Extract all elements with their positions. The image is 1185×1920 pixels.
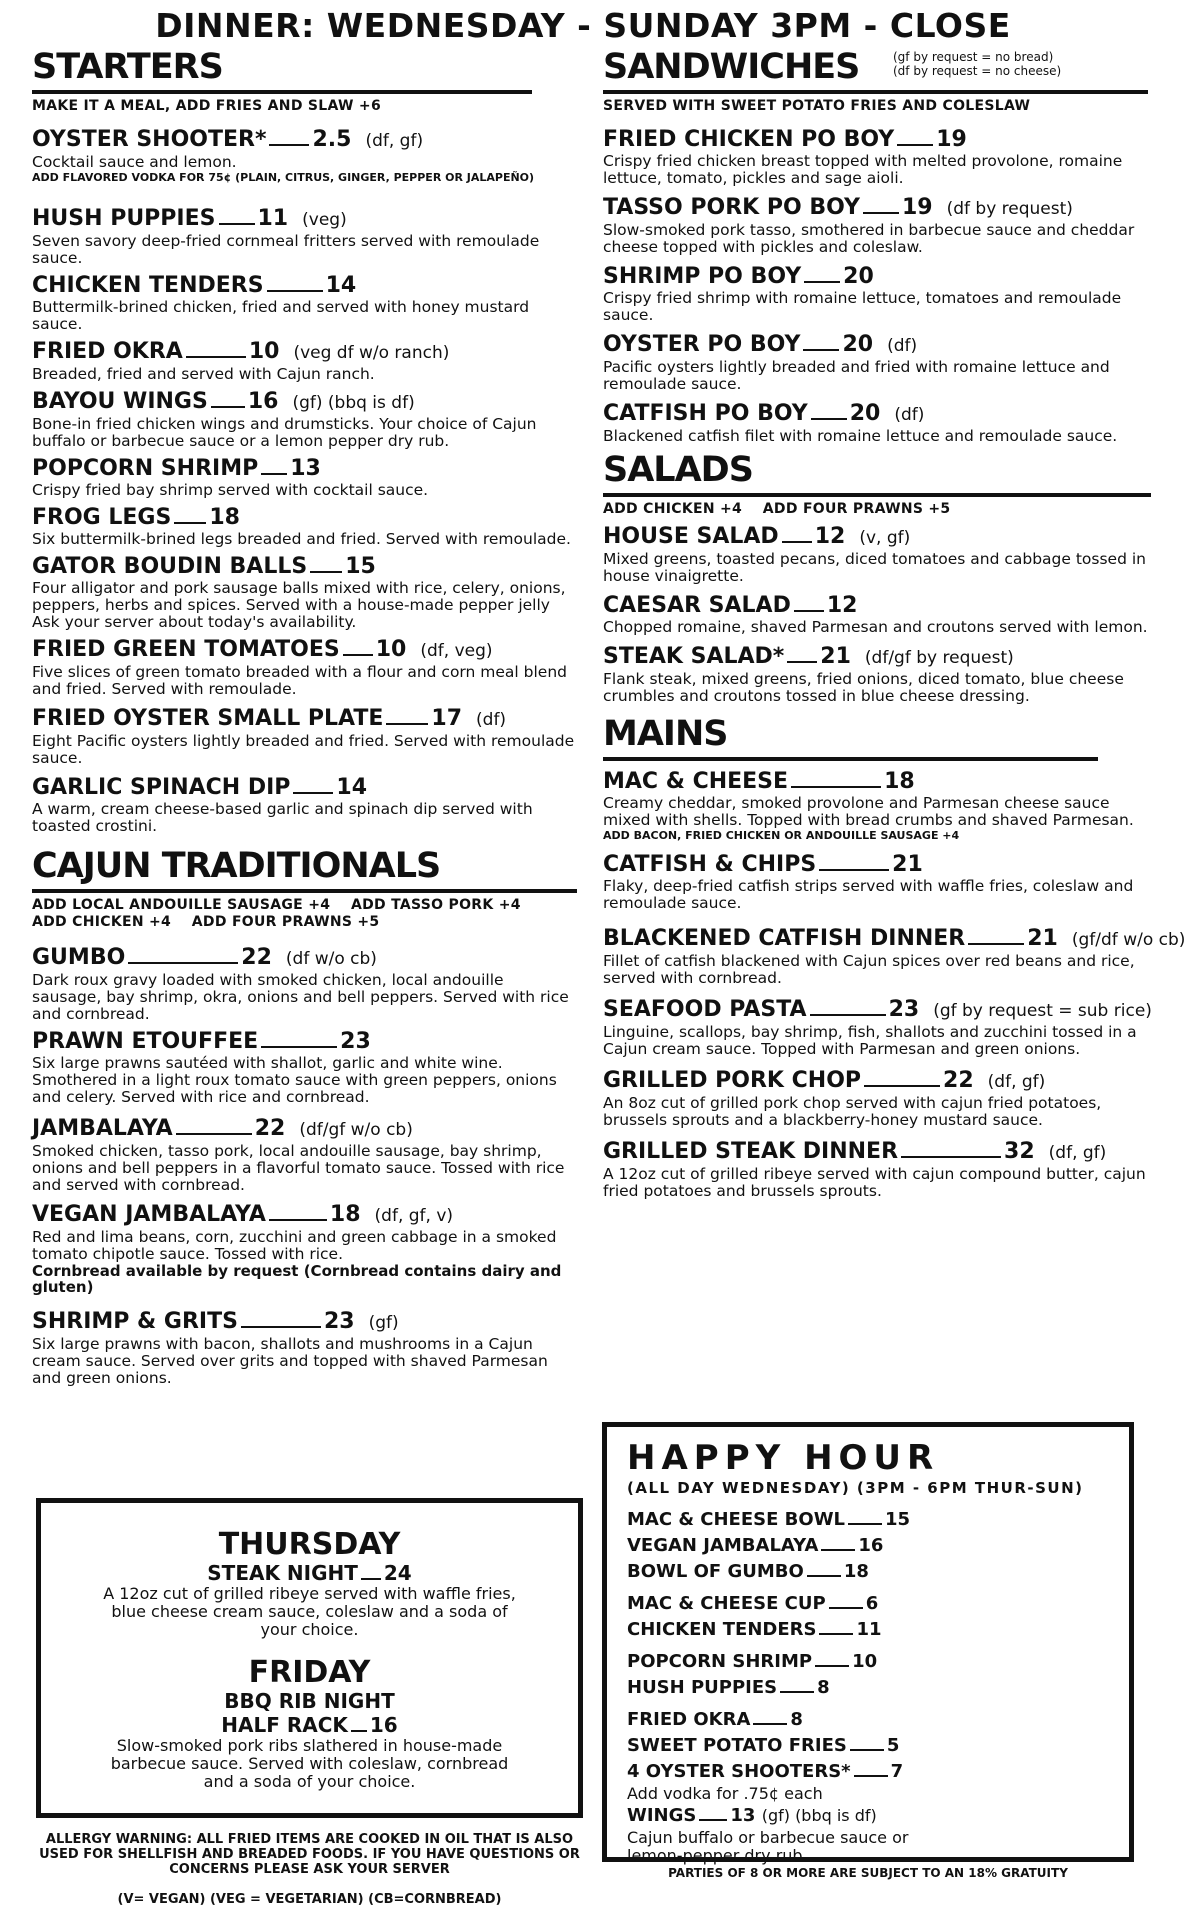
sandwiches-heading: SANDWICHES	[603, 47, 860, 87]
menu-item	[603, 524, 1151, 585]
happy-hour-item	[627, 1559, 1109, 1585]
menu-item-header	[32, 637, 577, 664]
menu-item-header	[603, 332, 1151, 359]
happy-item-name: CHICKEN TENDERS	[627, 1619, 817, 1640]
sandwiches-rule	[603, 90, 1148, 94]
menu-item-extra: ADD BACON, FRIED CHICKEN OR ANDOUILLE SAUSAGE +4	[603, 829, 960, 842]
friday-sub-label: HALF RACK	[221, 1713, 348, 1737]
menu-item-price: 20	[842, 332, 874, 357]
menu-item-price: 32	[1004, 1139, 1035, 1164]
menu-item-header	[32, 1116, 577, 1143]
happy-hour-sub: (ALL DAY WEDNESDAY) (3PM - 6PM THUR-SUN)	[627, 1479, 1084, 1497]
menu-item	[32, 637, 577, 698]
thursday-special-name: STEAK NIGHT	[207, 1561, 358, 1585]
dots	[850, 1749, 884, 1751]
menu-item-name: BLACKENED CATFISH DINNER	[603, 926, 966, 951]
dots	[901, 1156, 1001, 1158]
dots	[780, 1691, 814, 1693]
dots	[176, 1133, 252, 1135]
menu-item-price: 23	[888, 997, 920, 1022]
menu-item-name: CHICKEN TENDERS	[32, 273, 264, 298]
dots	[351, 1730, 367, 1732]
dots	[186, 356, 246, 358]
menu-item-header	[32, 706, 577, 733]
menu-item-desc: Six buttermilk-brined legs breaded and fried. Served with remoulade.	[32, 530, 571, 548]
sandwiches-note	[893, 50, 1061, 78]
menu-item-header	[603, 926, 1185, 953]
friday-name: BBQ RIB NIGHT	[224, 1689, 395, 1713]
menu-item-desc: Cocktail sauce and lemon.	[32, 153, 237, 171]
menu-item-name: FRIED CHICKEN PO BOY	[603, 127, 895, 152]
menu-item-note: (df)	[887, 336, 918, 356]
menu-item-note: (df, veg)	[420, 641, 493, 661]
happy-wings-note: (gf) (bbq is df)	[761, 1806, 877, 1825]
cajun-list	[32, 945, 577, 1387]
menu-item	[603, 769, 1151, 842]
dots	[848, 1523, 882, 1525]
menu-item-header	[32, 554, 577, 580]
dots	[791, 786, 881, 788]
menu-item-desc: Red and lima beans, corn, zucchini and green cabbage in a smoked tomato chipotle sauce. Tossed with rice.	[32, 1228, 557, 1263]
gratuity-note: PARTIES OF 8 OR MORE ARE SUBJECT TO AN 18% GRATUITY	[668, 1866, 1068, 1880]
dots	[803, 349, 839, 351]
menu-item-name: SHRIMP & GRITS	[32, 1309, 238, 1334]
menu-item	[603, 593, 1151, 636]
happy-item-name: VEGAN JAMBALAYA	[627, 1535, 819, 1556]
menu-item	[603, 926, 1185, 987]
menu-item-desc: Buttermilk-brined chicken, fried and served with honey mustard sauce.	[32, 298, 530, 333]
menu-item-price: 15	[345, 554, 376, 579]
menu-item-desc: Flank steak, mixed greens, fried onions, diced tomato, blue cheese crumbles and croutons tossed in blue cheese dressing.	[603, 670, 1124, 705]
happy-item-name: HUSH PUPPIES	[627, 1677, 778, 1698]
menu-item-header	[603, 769, 1151, 795]
menu-item-price: 2.5	[312, 127, 352, 152]
menu-item-header	[32, 775, 577, 801]
menu-item-price: 11	[257, 206, 289, 231]
dots	[174, 522, 206, 524]
menu-item	[32, 127, 577, 184]
dots	[968, 943, 1024, 945]
menu-item-header	[603, 644, 1151, 671]
menu-item-header	[32, 127, 577, 154]
starters-sub: MAKE IT A MEAL, ADD FRIES AND SLAW +6	[32, 98, 382, 114]
happy-item-price: 10	[852, 1651, 878, 1672]
thursday-name	[41, 1561, 578, 1585]
menu-item	[32, 505, 577, 548]
menu-item-note: (df, gf, v)	[374, 1206, 454, 1226]
menu-item-bold-note: Cornbread available by request (Cornbread contains dairy and gluten)	[32, 1262, 562, 1296]
dots	[794, 610, 824, 612]
menu-item-note: (df)	[894, 405, 925, 425]
menu-item-price: 19	[936, 127, 967, 152]
menu-item-note: (gf by request = sub rice)	[933, 1001, 1152, 1021]
menu-item-header	[603, 127, 1151, 153]
friday-heading: FRIDAY	[248, 1655, 371, 1690]
menu-item	[32, 273, 577, 333]
menu-item-price: 13	[290, 456, 321, 481]
thursday-price: 24	[383, 1561, 412, 1585]
menu-item	[603, 401, 1151, 445]
menu-item	[32, 1029, 577, 1106]
menu-item-price: 18	[884, 769, 915, 794]
menu-item-note: (df by request)	[946, 199, 1073, 219]
menu-item-note: (df w/o cb)	[285, 949, 377, 969]
menu-item-name: GATOR BOUDIN BALLS	[32, 554, 308, 579]
happy-item-name: BOWL OF GUMBO	[627, 1561, 804, 1582]
page-title: DINNER: WEDNESDAY - SUNDAY 3PM - CLOSE	[155, 6, 1011, 45]
menu-item-price: 22	[943, 1068, 974, 1093]
happy-hour-item	[627, 1649, 1109, 1675]
menu-item-header	[603, 264, 1151, 290]
menu-item	[32, 554, 577, 631]
allergy-warning: ALLERGY WARNING: ALL FRIED ITEMS ARE COOKED IN OIL THAT IS ALSO USED FOR SHELLFISH AND BREADED FOODS. IF YOU HAVE QUESTIONS OR CONCERNS PLEASE ASK YOUR SERVER	[39, 1832, 580, 1877]
menu-item-name: HOUSE SALAD	[603, 524, 779, 549]
menu-item-desc: Crispy fried chicken breast topped with melted provolone, romaine lettuce, tomato, pickles and sage aioli.	[603, 152, 1123, 187]
menu-item-price: 20	[849, 401, 881, 426]
cajun-sub1: ADD LOCAL ANDOUILLE SAUSAGE +4 ADD TASSO PORK +4	[32, 897, 521, 913]
happy-item-name: POPCORN SHRIMP	[627, 1651, 813, 1672]
menu-item-name: OYSTER PO BOY	[603, 332, 801, 357]
menu-item-header	[603, 1068, 1151, 1095]
happy-item-name: FRIED OKRA	[627, 1709, 751, 1730]
dots	[854, 1775, 888, 1777]
menu-item-price: 17	[431, 706, 463, 731]
specials-box	[36, 1498, 583, 1818]
menu-item-price: 12	[826, 593, 858, 618]
cajun-rule	[32, 889, 577, 893]
starters-rule	[32, 90, 532, 94]
happy-item-name: MAC & CHEESE CUP	[627, 1593, 826, 1614]
menu-item-note: (df, gf)	[1048, 1143, 1107, 1163]
menu-item-name: BAYOU WINGS	[32, 389, 208, 414]
sandwiches-list	[603, 127, 1151, 445]
menu-item-desc: A 12oz cut of grilled ribeye served with cajun compound butter, cajun fried potatoes and brussels sprouts.	[603, 1165, 1146, 1200]
happy-hour-item	[627, 1507, 1109, 1533]
menu-item-desc: Six large prawns with bacon, shallots and mushrooms in a Cajun cream sauce. Served over grits and topped with shaved Parmesan and green onions.	[32, 1335, 548, 1387]
dots	[343, 654, 373, 656]
dots	[128, 962, 238, 964]
dots	[699, 1819, 727, 1821]
menu-item-price: 14	[336, 775, 368, 800]
dots	[821, 1549, 855, 1551]
menu-item-header	[32, 1202, 577, 1229]
menu-item-name: GRILLED PORK CHOP	[603, 1068, 862, 1093]
happy-item-price: 6	[865, 1593, 879, 1614]
menu-item-desc: Fillet of catfish blackened with Cajun spices over red beans and rice, served with cornbread.	[603, 952, 1135, 987]
happy-item-price: 8	[790, 1709, 803, 1730]
menu-item-header	[32, 505, 577, 531]
happy-wings	[627, 1803, 1109, 1829]
dots	[811, 418, 847, 420]
menu-item-header	[603, 401, 1151, 428]
menu-item	[603, 1139, 1151, 1200]
menu-item-name: SEAFOOD PASTA	[603, 997, 807, 1022]
salads-list	[603, 524, 1151, 705]
dots	[219, 223, 255, 225]
mains-rule	[603, 757, 1098, 761]
cajun-sub2: ADD CHICKEN +4 ADD FOUR PRAWNS +5	[32, 914, 380, 930]
menu-item-desc: Crispy fried bay shrimp served with cocktail sauce.	[32, 481, 429, 499]
menu-item-desc-2: Ask your server about today's availability.	[32, 613, 357, 631]
menu-item-header	[32, 945, 577, 972]
dots	[293, 792, 333, 794]
menu-item-desc: Pacific oysters lightly breaded and fried with romaine lettuce and remoulade sauce.	[603, 358, 1110, 393]
menu-item-name: HUSH PUPPIES	[32, 206, 216, 231]
dots	[269, 144, 309, 146]
menu-item-name: GARLIC SPINACH DIP	[32, 775, 291, 800]
menu-item-desc: Dark roux gravy loaded with smoked chicken, local andouille sausage, bay shrimp, okra, onions and bell peppers. Served with rice and cornbread.	[32, 971, 569, 1023]
happy-item-price: 5	[886, 1735, 900, 1756]
menu-item	[32, 456, 577, 499]
friday-sub	[41, 1713, 578, 1737]
menu-item-name: STEAK SALAD*	[603, 644, 785, 669]
menu-item-name: TASSO PORK PO BOY	[603, 195, 860, 220]
menu-item-header	[32, 206, 577, 233]
dots	[810, 1014, 886, 1016]
sandwiches-note-1: (gf by request = no bread)	[893, 50, 1054, 64]
mains-heading: MAINS	[603, 714, 728, 754]
menu-item-price: 23	[340, 1029, 371, 1054]
menu-item-price: 10	[248, 339, 280, 364]
menu-item-note: (gf)	[368, 1313, 399, 1333]
menu-item-note: (gf/df w/o cb)	[1071, 930, 1185, 950]
menu-item-price: 22	[241, 945, 272, 970]
menu-item	[32, 389, 577, 450]
dots	[261, 1046, 337, 1048]
menu-item-note: (df, gf)	[987, 1072, 1046, 1092]
menu-item	[32, 706, 577, 767]
menu-item-desc: A warm, cream cheese-based garlic and spinach dip served with toasted crostini.	[32, 800, 533, 835]
dots	[819, 1633, 853, 1635]
salads-rule	[603, 493, 1151, 497]
menu-item-price: 22	[254, 1116, 286, 1141]
menu-item-price: 23	[323, 1309, 355, 1334]
menu-item-desc: Blackened catfish filet with romaine lettuce and remoulade sauce.	[603, 427, 1118, 445]
happy-hour-item	[627, 1707, 1109, 1733]
happy-list	[627, 1507, 1109, 1785]
starters-heading: STARTERS	[32, 47, 223, 87]
dots	[819, 869, 889, 871]
menu-item-desc: Seven savory deep-fried cornmeal fritters served with remoulade sauce.	[32, 232, 540, 267]
dots	[782, 541, 812, 543]
happy-item-name: 4 OYSTER SHOOTERS*	[627, 1761, 851, 1782]
menu-item-header	[32, 389, 577, 416]
menu-item-desc: Crispy fried shrimp with romaine lettuce, tomatoes and remoulade sauce.	[603, 289, 1122, 324]
menu-item	[32, 1309, 577, 1387]
happy-wings-price: 13	[730, 1805, 756, 1826]
menu-item-desc: Creamy cheddar, smoked provolone and Parmesan cheese sauce mixed with shells. Topped with bread crumbs and shaved Parmesan.	[603, 794, 1134, 829]
dots	[267, 290, 323, 292]
menu-item	[603, 332, 1151, 393]
menu-item-name: CATFISH PO BOY	[603, 401, 808, 426]
dots	[211, 406, 245, 408]
menu-item-name: JAMBALAYA	[32, 1116, 173, 1141]
happy-hour-box	[602, 1422, 1134, 1865]
dots	[310, 571, 342, 573]
menu-item-name: MAC & CHEESE	[603, 769, 789, 794]
menu-item	[603, 1068, 1151, 1129]
menu-item-price: 12	[814, 524, 846, 549]
menu-item-header	[32, 456, 577, 482]
dots	[864, 1085, 940, 1087]
menu-item-name: FRIED OYSTER SMALL PLATE	[32, 706, 384, 731]
menu-item-header	[32, 273, 577, 299]
menu-item-desc: Slow-smoked pork tasso, smothered in barbecue sauce and cheddar cheese topped with pickles and coleslaw.	[603, 221, 1135, 256]
happy-wings-name: WINGS	[627, 1805, 697, 1826]
menu-item-price: 18	[329, 1202, 361, 1227]
dots	[815, 1665, 849, 1667]
mains-list	[603, 769, 1185, 1200]
menu-item-header	[603, 997, 1151, 1024]
menu-item-price: 14	[325, 273, 357, 298]
dots	[361, 1578, 381, 1580]
dots	[269, 1219, 327, 1221]
dots	[261, 473, 287, 475]
menu-item-desc: Eight Pacific oysters lightly breaded and fried. Served with remoulade sauce.	[32, 732, 575, 767]
menu-item-desc: Breaded, fried and served with Cajun ranch.	[32, 365, 375, 383]
menu-item	[32, 945, 577, 1023]
menu-item-price: 21	[1027, 926, 1058, 951]
menu-item-header	[603, 852, 1151, 878]
menu-item	[603, 997, 1151, 1058]
happy-item-price: 7	[890, 1761, 904, 1782]
menu-item-name: FRIED OKRA	[32, 339, 183, 364]
happy-item-price: 8	[817, 1677, 830, 1698]
menu-item-desc: Flaky, deep-fried catfish strips served with waffle fries, coleslaw and remoulade sauce.	[603, 877, 1134, 912]
happy-hour-item	[627, 1617, 1109, 1643]
menu-item-desc: Linguine, scallops, bay shrimp, fish, shallots and zucchini tossed in a Cajun cream sauce. Topped with Parmesan and green onions.	[603, 1023, 1137, 1058]
happy-item-price: 15	[885, 1509, 911, 1530]
menu-item-price: 21	[820, 644, 851, 669]
menu-item	[603, 127, 1151, 187]
dots	[863, 212, 899, 214]
sandwiches-note-2: (df by request = no cheese)	[893, 64, 1062, 78]
menu-item-header	[32, 1029, 577, 1055]
menu-item-name: CAESAR SALAD	[603, 593, 791, 618]
menu-item	[32, 775, 577, 835]
sandwiches-sub: SERVED WITH SWEET POTATO FRIES AND COLESLAW	[603, 98, 1031, 114]
happy-hour-item	[627, 1591, 1109, 1617]
salads-heading: SALADS	[603, 450, 753, 490]
happy-item-price: 18	[843, 1561, 869, 1582]
dots	[807, 1575, 841, 1577]
menu-item-desc: Chopped romaine, shaved Parmesan and croutons served with lemon.	[603, 618, 1148, 636]
dots	[804, 281, 840, 283]
menu-item-name: FROG LEGS	[32, 505, 172, 530]
menu-item-header	[603, 1139, 1151, 1166]
menu-item-name: OYSTER SHOOTER*	[32, 127, 267, 152]
left-column	[32, 46, 577, 1387]
menu-item	[603, 195, 1151, 256]
menu-item-price: 21	[892, 852, 923, 877]
menu-item-desc: Six large prawns sautéed with shallot, garlic and white wine. Smothered in a light roux tomato sauce with green peppers, onions and celery. Served with rice and cornbread.	[32, 1054, 557, 1106]
happy-item-price: 16	[858, 1535, 884, 1556]
friday-price: 16	[369, 1713, 398, 1737]
menu-item-note: (df, gf)	[365, 131, 424, 151]
menu-item	[32, 339, 577, 383]
happy-hour-title: HAPPY HOUR	[627, 1438, 940, 1478]
menu-item-name: VEGAN JAMBALAYA	[32, 1202, 266, 1227]
menu-item	[603, 644, 1151, 705]
legend: (V= VEGAN) (VEG = VEGETARIAN) (CB=CORNBREAD)	[117, 1892, 502, 1907]
dots	[787, 661, 817, 663]
menu-item-name: SHRIMP PO BOY	[603, 264, 802, 289]
menu-item-note: (veg)	[302, 210, 347, 230]
happy-hour-item	[627, 1733, 1109, 1759]
starters-list	[32, 127, 577, 835]
menu-item-name: POPCORN SHRIMP	[32, 456, 259, 481]
menu-item-name: FRIED GREEN TOMATOES	[32, 637, 340, 662]
menu-item-note: (veg df w/o ranch)	[293, 343, 450, 363]
happy-vodka-note: Add vodka for .75¢ each	[627, 1784, 823, 1803]
menu-item	[603, 264, 1151, 324]
thursday-desc: A 12oz cut of grilled ribeye served with waffle fries, blue cheese cream sauce, coleslaw and a soda of your choice.	[103, 1584, 516, 1639]
thursday-heading: THURSDAY	[218, 1527, 401, 1562]
menu-item-price: 19	[901, 195, 933, 220]
menu-item-price: 10	[375, 637, 407, 662]
menu-item-name: GUMBO	[32, 945, 126, 970]
menu-item-note: (v, gf)	[859, 528, 911, 548]
happy-item-name: MAC & CHEESE BOWL	[627, 1509, 846, 1530]
menu-item-extra: ADD FLAVORED VODKA FOR 75¢ (PLAIN, CITRUS, GINGER, PEPPER OR JALAPEÑO)	[32, 171, 535, 184]
menu-item-note: (gf) (bbq is df)	[292, 393, 415, 413]
dots	[386, 723, 428, 725]
dots	[897, 144, 933, 146]
menu-item-desc: Bone-in fried chicken wings and drumsticks. Your choice of Cajun buffalo or barbecue sauce or a lemon pepper dry rub.	[32, 415, 537, 450]
menu-item-name: PRAWN ETOUFFEE	[32, 1029, 259, 1054]
menu-item-header	[32, 339, 577, 366]
menu-item-header	[32, 1309, 577, 1336]
menu-item	[32, 206, 577, 267]
menu-item-note: (df/gf by request)	[864, 648, 1014, 668]
dots	[241, 1326, 321, 1328]
menu-item-desc: An 8oz cut of grilled pork chop served with cajun fried potatoes, brussels sprouts and a blackberry-honey mustard sauce.	[603, 1094, 1102, 1129]
menu-item-price: 16	[247, 389, 279, 414]
menu-item-desc: Mixed greens, toasted pecans, diced tomatoes and cabbage tossed in house vinaigrette.	[603, 550, 1146, 585]
cajun-heading: CAJUN TRADITIONALS	[32, 846, 441, 886]
menu-item-desc: Smoked chicken, tasso pork, local andouille sausage, bay shrimp, onions and bell peppers in a flavorful tomato sauce. Tossed with rice and served with cornbread.	[32, 1142, 565, 1194]
happy-item-price: 11	[856, 1619, 882, 1640]
happy-hour-item	[627, 1675, 1109, 1701]
menu-item-note: (df)	[476, 710, 507, 730]
right-column	[603, 46, 1185, 1200]
dots	[829, 1607, 863, 1609]
menu-item-name: GRILLED STEAK DINNER	[603, 1139, 899, 1164]
menu-item-desc: Five slices of green tomato breaded with a flour and corn meal blend and fried. Served with remoulade.	[32, 663, 567, 698]
menu-item-note: (df/gf w/o cb)	[299, 1120, 413, 1140]
happy-wings-desc: Cajun buffalo or barbecue sauce or lemon-pepper dry rub	[627, 1828, 909, 1865]
dots	[753, 1723, 787, 1725]
happy-item-name: SWEET POTATO FRIES	[627, 1735, 847, 1756]
happy-hour-item	[627, 1533, 1109, 1559]
happy-hour-item	[627, 1759, 1109, 1785]
menu-item	[32, 1202, 577, 1295]
menu-item-desc: Four alligator and pork sausage balls mixed with rice, celery, onions, peppers, herbs and spices. Served with a house-made pepper jelly	[32, 579, 566, 614]
menu-item	[32, 1116, 577, 1194]
menu-item-price: 18	[209, 505, 240, 530]
menu-item-header	[603, 195, 1151, 222]
menu-item-header	[603, 593, 1151, 619]
menu-item-price: 20	[843, 264, 874, 289]
menu-item-name: CATFISH & CHIPS	[603, 852, 817, 877]
friday-desc: Slow-smoked pork ribs slathered in house-made barbecue sauce. Served with coleslaw, cornbread and a soda of your choice.	[110, 1736, 509, 1791]
salads-sub: ADD CHICKEN +4 ADD FOUR PRAWNS +5	[603, 501, 951, 517]
menu-item	[603, 852, 1151, 912]
menu-item-header	[603, 524, 1151, 551]
